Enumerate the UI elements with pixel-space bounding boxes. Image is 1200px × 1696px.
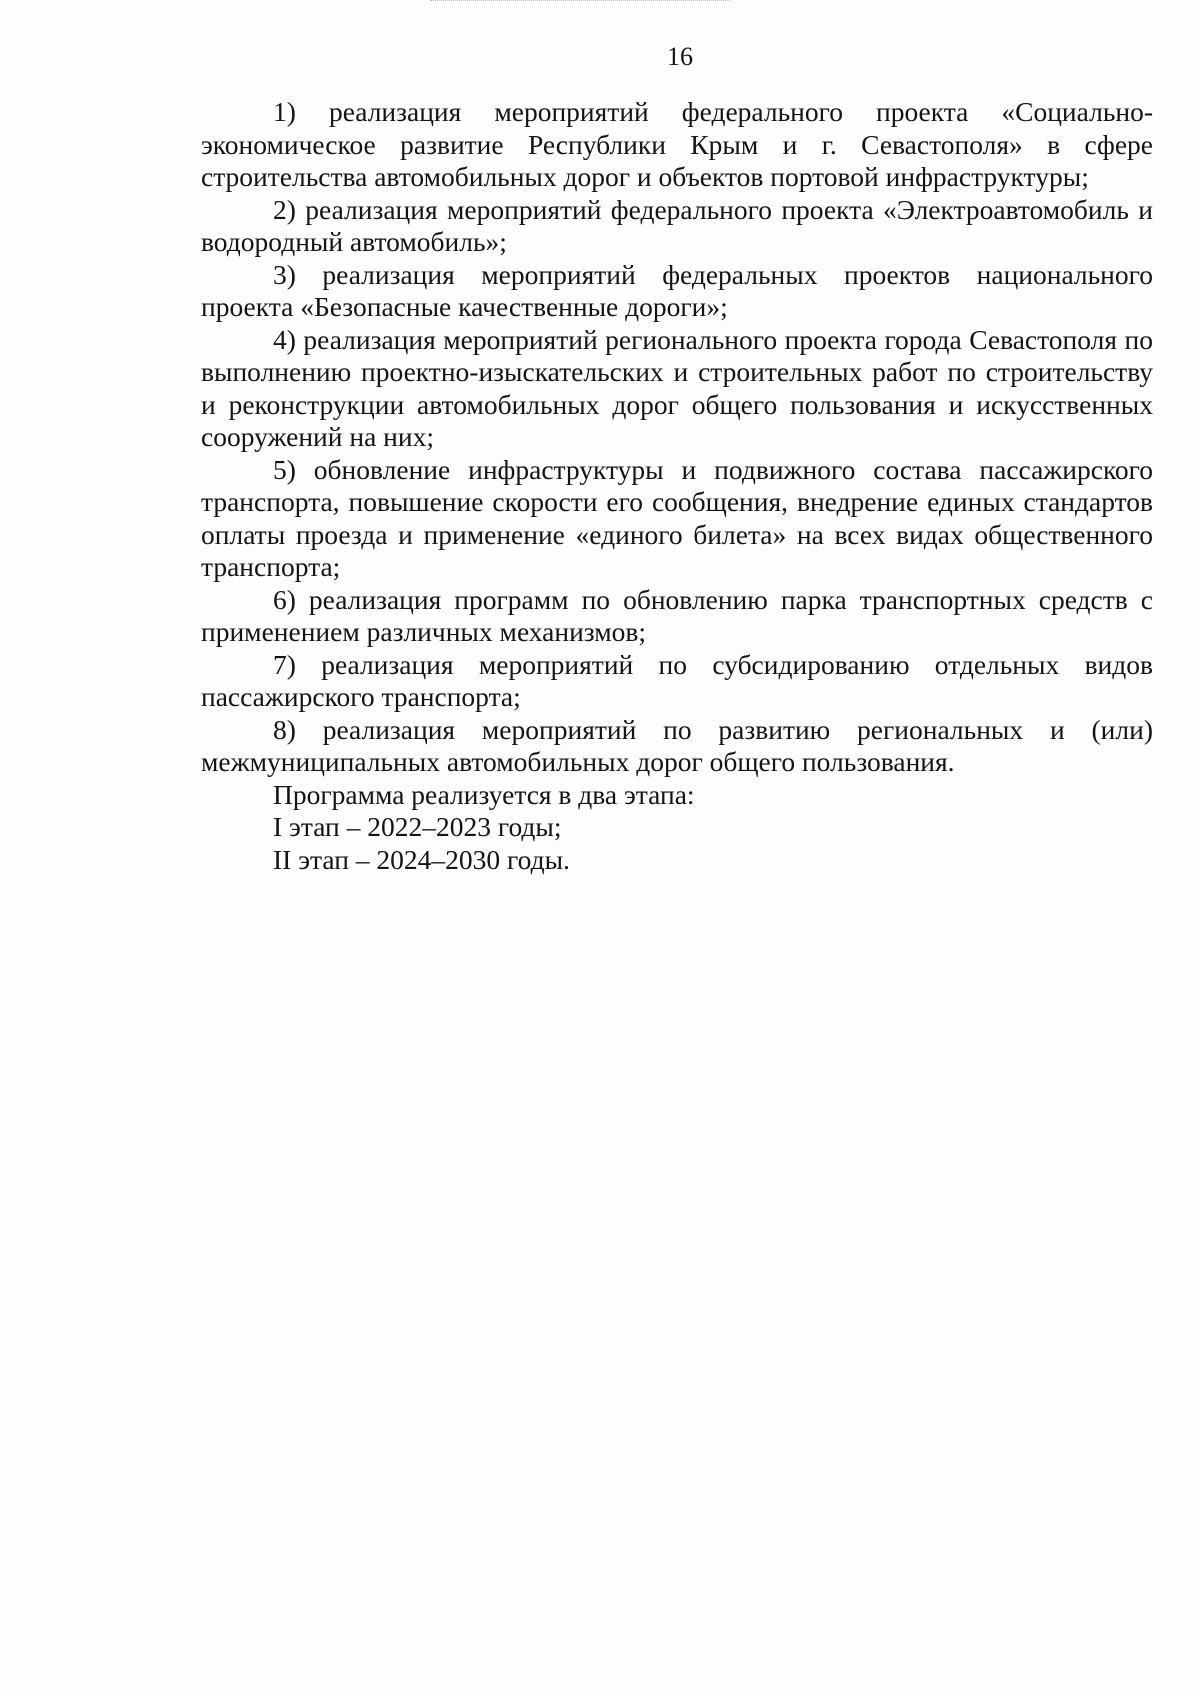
list-item-5: 5) обновление инфраструктуры и подвижного состава пассажирского транспорта, повышение скорости его сообщения, внедрение единых стандартов оплаты проезда и применение «единого билета» на всех видах общественного транспорта; (201, 453, 1153, 582)
list-item-3: 3) реализация мероприятий федеральных проектов национального проекта «Безопасные качественные дороги»; (201, 258, 1153, 322)
list-item-6: 6) реализация программ по обновлению парка транспортных средств с применением различных механизмов; (201, 583, 1153, 647)
list-item-1: 1) реализация мероприятий федерального проекта «Социально-экономическое развитие Республики Крым и г. Севастополя» в сфере строительства автомобильных дорог и объектов портовой инфраструктуры; (201, 96, 1153, 192)
list-item-7: 7) реализация мероприятий по субсидированию отдельных видов пассажирского транспорта; (201, 648, 1153, 712)
stage-2: II этап – 2024–2030 годы. (273, 843, 570, 875)
list-item-8: 8) реализация мероприятий по развитию региональных и (или) межмуниципальных автомобильных дорог общего пользования. (201, 713, 1153, 777)
list-item-2: 2) реализация мероприятий федерального проекта «Электроавтомобиль и водородный автомобиль»; (201, 193, 1153, 257)
stage-1: I этап – 2022–2023 годы; (273, 811, 562, 842)
stages-intro: Программа реализуется в два этапа: (273, 778, 695, 810)
page-number: 16 (667, 42, 693, 71)
list-item-4: 4) реализация мероприятий регионального проекта города Севастополя по выполнению проектно-изыскательских и строительных работ по строительству и реконструкции автомобильных дорог общего пользования и искусственных сооружений на них; (201, 323, 1153, 452)
scan-edge-mark (430, 0, 730, 3)
document-body (201, 96, 1153, 876)
